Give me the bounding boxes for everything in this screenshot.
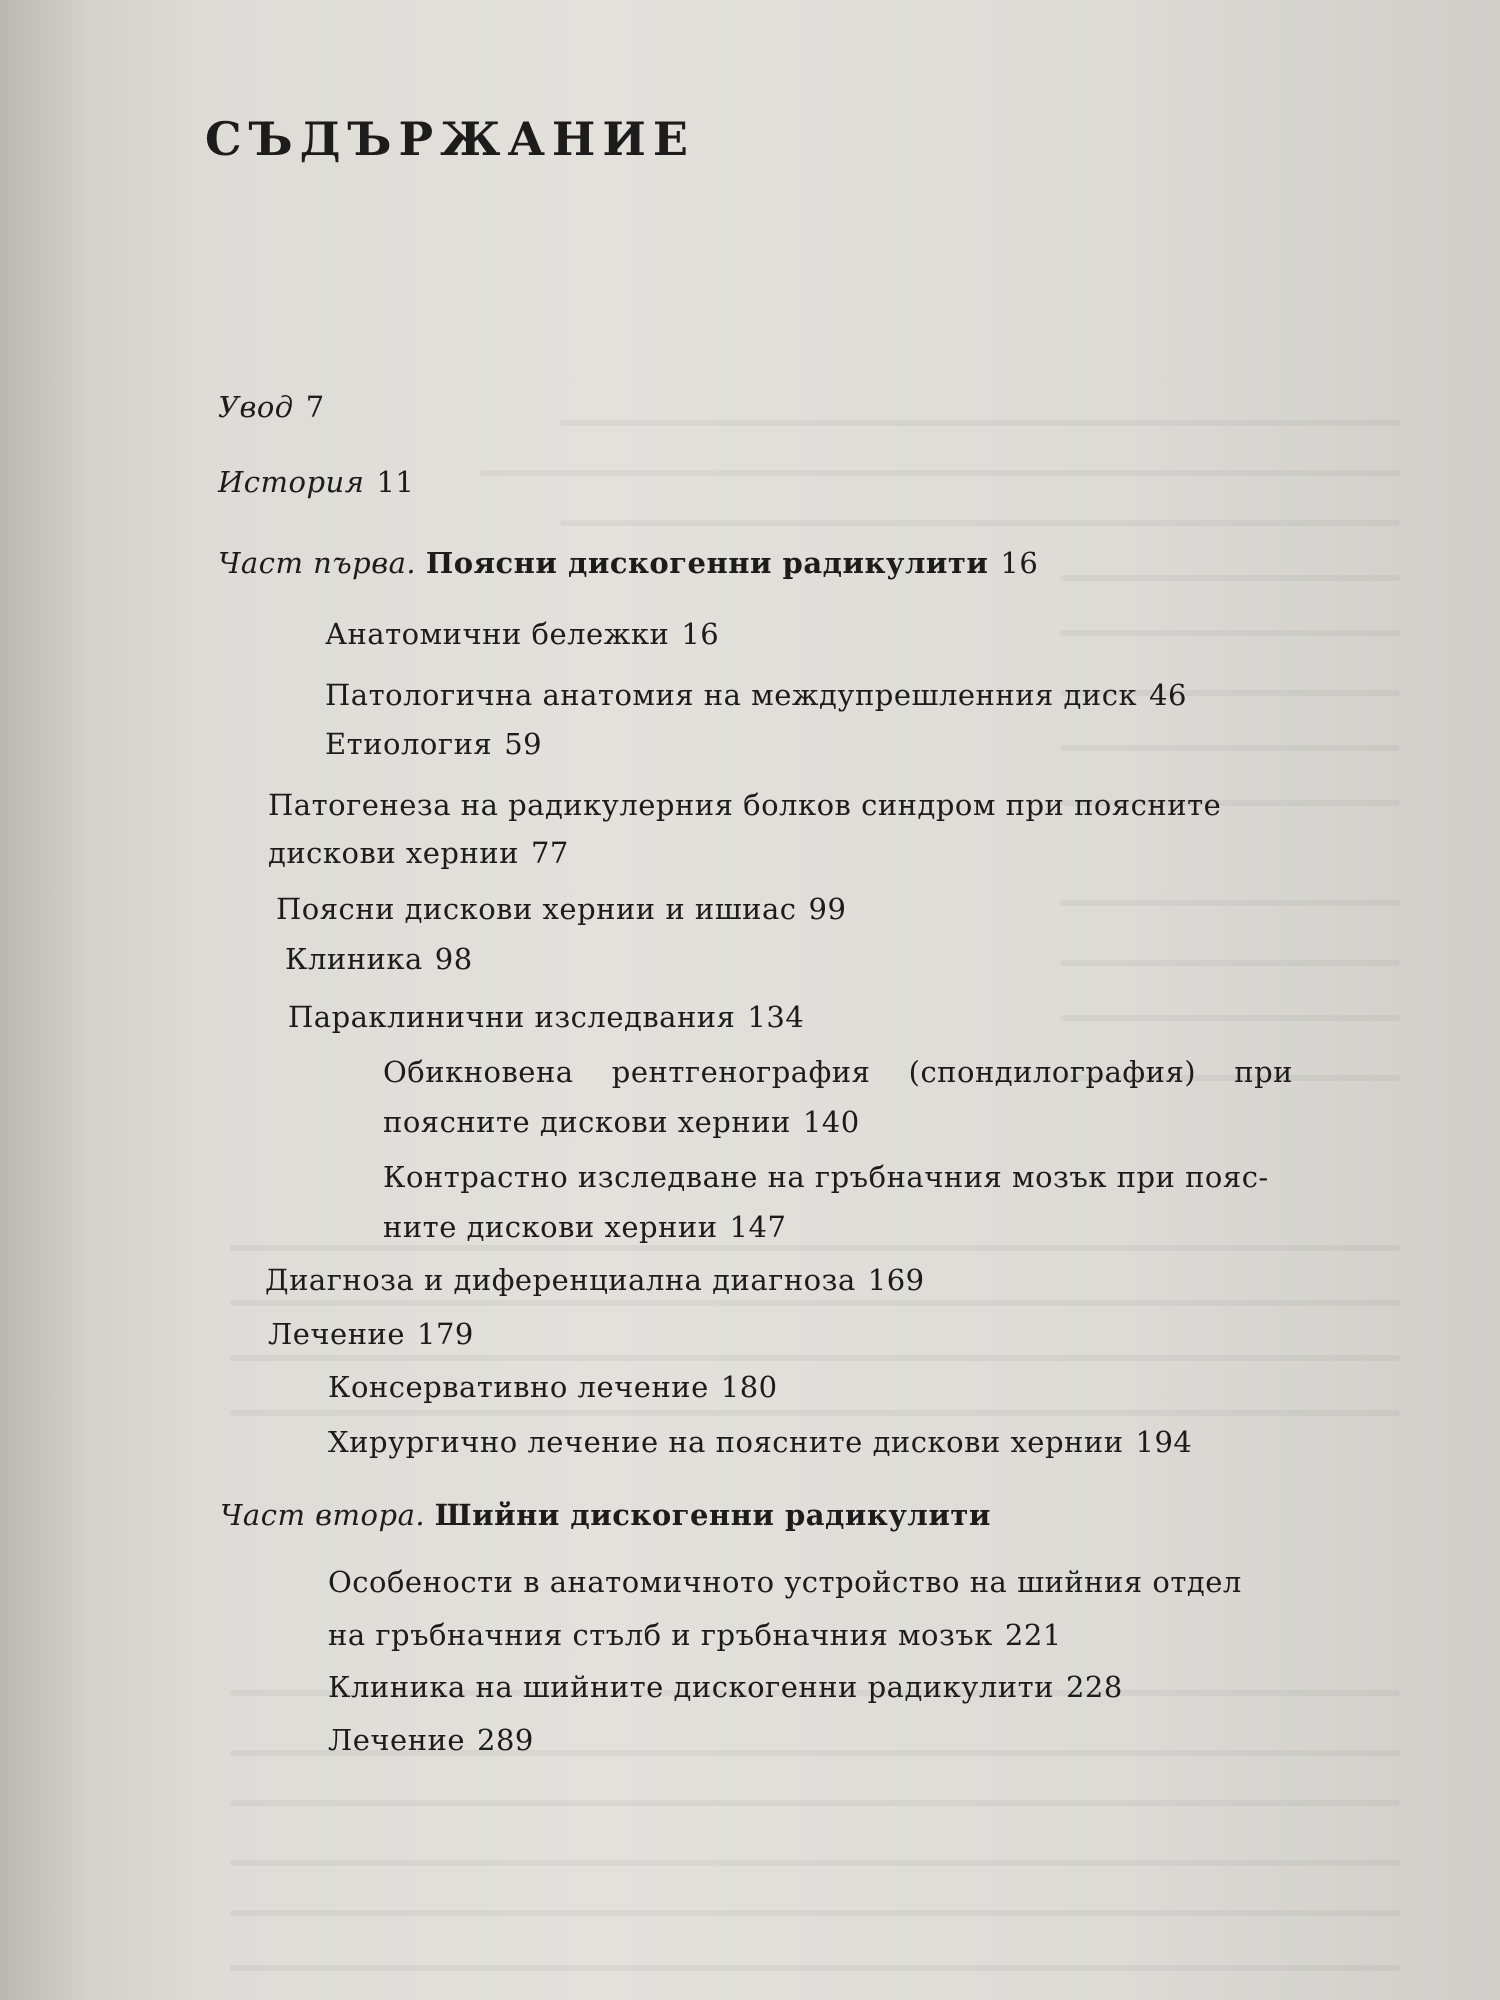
toc-page-number: 7	[305, 390, 325, 424]
toc-entry-pathogenesis-line1	[268, 788, 1221, 822]
toc-page-number: 16	[1000, 546, 1039, 580]
toc-word: (спондилография)	[908, 1055, 1197, 1089]
toc-page-number: 289	[477, 1723, 534, 1757]
toc-entry-surgical	[328, 1425, 1192, 1459]
toc-entry-part-two	[220, 1498, 991, 1532]
toc-entry-cervical-anatomy-line2	[328, 1618, 1062, 1652]
toc-label: Лечение	[328, 1723, 466, 1757]
toc-entry-treatment	[268, 1317, 474, 1351]
toc-entry-cervical-clinic	[328, 1670, 1123, 1704]
toc-label: ните дискови хернии	[383, 1210, 718, 1244]
toc-entry-diagnosis	[265, 1263, 925, 1297]
toc-page-number: 77	[530, 836, 569, 870]
toc-label: Анатомични бележки	[325, 617, 670, 651]
toc-entry-cervical-treatment	[328, 1723, 534, 1757]
toc-entry-radiography-line2	[383, 1105, 860, 1139]
toc-page-number: 147	[729, 1210, 787, 1244]
toc-entry-contrast-line1	[383, 1160, 1269, 1194]
toc-entry-intro	[218, 390, 325, 424]
part-title: Шийни дискогенни радикулити	[434, 1498, 991, 1532]
toc-label: Диагноза и диференциална диагноза	[265, 1263, 856, 1297]
toc-word: при	[1234, 1055, 1293, 1089]
toc-page-number: 169	[867, 1263, 925, 1297]
toc-entry-pathology	[325, 678, 1187, 712]
part-label: Част първа.	[218, 546, 417, 580]
part-title: Поясни дискогенни радикулити	[425, 546, 989, 580]
toc-label: Хирургично лечение на поясните дискови хернии	[328, 1425, 1124, 1459]
toc-label: Особености в анатомичното устройство на шийния отдел	[328, 1565, 1242, 1599]
toc-page-number: 140	[802, 1105, 860, 1139]
toc-page-number: 180	[720, 1370, 778, 1404]
part-label: Част втора.	[220, 1498, 426, 1532]
toc-entry-anatomy	[325, 617, 719, 651]
toc-label: Патологична анатомия на междупрешленния диск	[325, 678, 1138, 712]
toc-label: Клиника на шийните дискогенни радикулити	[328, 1670, 1054, 1704]
toc-word: рентгенография	[611, 1055, 871, 1089]
toc-label: на гръбначния стълб и гръбначния мозък	[328, 1618, 993, 1652]
toc-entry-part-one	[218, 546, 1038, 580]
toc-page-number: 179	[417, 1317, 474, 1351]
toc-entry-history	[218, 465, 414, 499]
toc-entry-conservative	[328, 1370, 778, 1404]
toc-entry-pathogenesis-line2	[268, 836, 569, 870]
toc-label: Параклинични изследвания	[288, 1000, 736, 1034]
toc-label: Лечение	[268, 1317, 406, 1351]
toc-label: Поясни дискови хернии и ишиас	[276, 892, 797, 926]
toc-entry-clinic	[285, 942, 473, 976]
toc-page-number: 59	[504, 727, 543, 761]
toc-label: Патогенеза на радикулерния болков синдром при поясните	[268, 788, 1222, 822]
toc-label: Контрастно изследване на гръбначния мозък при пояс-	[383, 1160, 1269, 1194]
toc-page-number: 221	[1004, 1618, 1062, 1652]
toc-page-number: 194	[1135, 1425, 1193, 1459]
toc-page-number: 98	[434, 942, 473, 976]
toc-page-number: 16	[681, 617, 720, 651]
toc-page-number: 228	[1065, 1670, 1123, 1704]
toc-label: Етиология	[325, 727, 493, 761]
page-heading: СЪДЪРЖАНИЕ	[205, 112, 695, 166]
toc-label: Консервативно лечение	[328, 1370, 709, 1404]
toc-page-number: 46	[1149, 678, 1188, 712]
toc-page-number: 134	[747, 1000, 805, 1034]
toc-label: дискови хернии	[268, 836, 519, 870]
toc-entry-hernia-sciatica	[276, 892, 846, 926]
toc-page-number: 99	[808, 892, 847, 926]
toc-word: Обикновена	[383, 1055, 574, 1089]
toc-label: поясните дискови хернии	[383, 1105, 791, 1139]
toc-entry-etiology	[325, 727, 542, 761]
toc-label: История	[218, 465, 365, 499]
toc-page-number: 11	[376, 465, 415, 499]
toc-entry-cervical-anatomy-line1	[328, 1565, 1242, 1599]
toc-entry-paraclinical	[288, 1000, 804, 1034]
toc-label: Клиника	[285, 942, 423, 976]
toc-label: Увод	[218, 390, 294, 424]
toc-entry-contrast-line2	[383, 1210, 786, 1244]
toc-entry-radiography-line1	[383, 1055, 1293, 1089]
